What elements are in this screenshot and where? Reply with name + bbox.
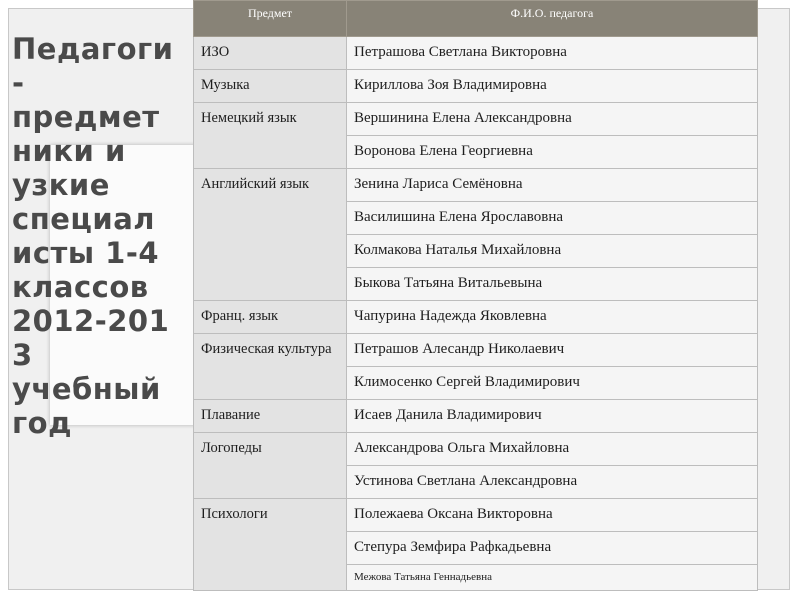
- teacher-cell: Быкова Татьяна Витальевына: [347, 268, 758, 301]
- teacher-cell: Полежаева Оксана Викторовна: [347, 499, 758, 532]
- slide-title: Педагоги - предмет ники и узкие специал исты 1-4 классов 2012-201 3 учебный год: [12, 32, 174, 440]
- subject-cell: Логопеды: [194, 433, 347, 499]
- subject-cell: Франц. язык: [194, 301, 347, 334]
- table-row: [194, 103, 758, 136]
- table-row: [194, 400, 758, 433]
- table-row: [194, 37, 758, 70]
- subject-cell: ИЗО: [194, 37, 347, 70]
- teacher-cell: Устинова Светлана Александровна: [347, 466, 758, 499]
- table-row: [194, 70, 758, 103]
- table-header-row: [194, 1, 758, 37]
- teacher-cell: Степура Земфира Рафкадьевна: [347, 532, 758, 565]
- teacher-cell: Исаев Данила Владимирович: [347, 400, 758, 433]
- subject-cell: Психологи: [194, 499, 347, 591]
- teacher-cell: Воронова Елена Георгиевна: [347, 136, 758, 169]
- subject-cell: Физическая культура: [194, 334, 347, 400]
- teacher-cell: Вершинина Елена Александровна: [347, 103, 758, 136]
- header-subject: Предмет: [194, 1, 347, 37]
- subject-cell: Английский язык: [194, 169, 347, 301]
- table-row: [194, 433, 758, 466]
- subject-cell: Плавание: [194, 400, 347, 433]
- teacher-cell: Петрашов Алесандр Николаевич: [347, 334, 758, 367]
- table-row: [194, 301, 758, 334]
- teacher-cell: Александрова Ольга Михайловна: [347, 433, 758, 466]
- teacher-cell: Петрашова Светлана Викторовна: [347, 37, 758, 70]
- table-row: [194, 334, 758, 367]
- subject-cell: Музыка: [194, 70, 347, 103]
- subject-cell: Немецкий язык: [194, 103, 347, 169]
- teachers-table: [193, 0, 758, 591]
- table-row: [194, 169, 758, 202]
- teacher-cell: Колмакова Наталья Михайловна: [347, 235, 758, 268]
- header-teacher-name: Ф.И.О. педагога: [347, 1, 758, 37]
- teacher-cell: Чапурина Надежда Яковлевна: [347, 301, 758, 334]
- teacher-cell: Василишина Елена Ярославовна: [347, 202, 758, 235]
- teacher-cell: Зенина Лариса Семёновна: [347, 169, 758, 202]
- teacher-cell: Кириллова Зоя Владимировна: [347, 70, 758, 103]
- table-row: [194, 499, 758, 532]
- teacher-cell: Межова Татьяна Геннадьевна: [347, 565, 758, 591]
- teacher-cell: Климосенко Сергей Владимирович: [347, 367, 758, 400]
